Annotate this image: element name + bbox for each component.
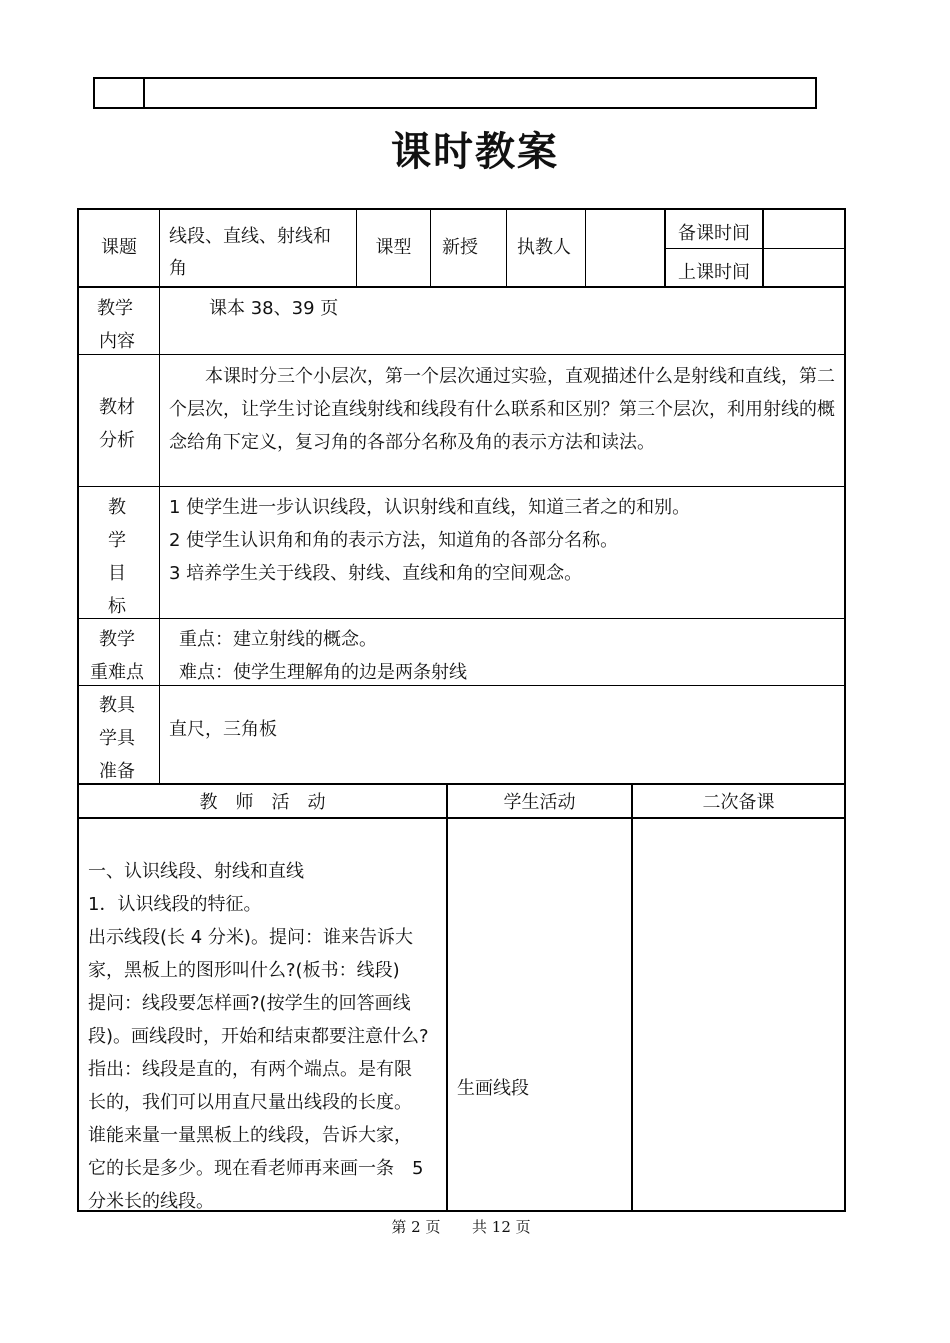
teacher-activity-line: 提问：线段要怎样画?(按学生的回答画线 (88, 993, 411, 1014)
page-number: 第 2 页 (391, 1218, 441, 1236)
page-footer (0, 1216, 922, 1237)
teacher-value (586, 210, 664, 286)
page-total: 共 12 页 (472, 1218, 531, 1236)
content-value: 课本 38、39 页 (209, 298, 339, 319)
teacher-activity-line: 家，黑板上的图形叫什么?(板书：线段) (88, 960, 400, 981)
student-activity-header: 学生活动 (503, 792, 576, 813)
teacher-activity-line: 长的，我们可以用直尺量出线段的长度。 (88, 1092, 412, 1113)
type-value: 新授 (442, 237, 478, 258)
keypoints-label-line1: 教学 (99, 629, 135, 650)
class-time-label: 上课时间 (678, 262, 750, 283)
prep-time-label: 备课时间 (678, 223, 750, 244)
keypoints-label-line2: 重难点 (90, 662, 144, 683)
tools-label-line3: 准备 (99, 761, 135, 782)
goal-item: 2 使学生认识角和角的表示方法，知道角的各部分名称。 (169, 530, 619, 551)
page-title: 课时教案 (391, 129, 559, 175)
teacher-activity-line: 段)。画线段时，开始和结束都要注意什么? (88, 1026, 429, 1047)
type-label: 课型 (375, 237, 412, 258)
analysis-text: 本课时分三个小层次，第一个层次通过实验，直观描述什么是射线和直线，第二个层次，让学生讨论直线射线和线段有什么联系和区别？第三个层次，利用射线的概念给角下定义，复习角的各部分名称及角的表示方法和读法。 (169, 366, 835, 453)
topic-value-line2: 角 (169, 258, 187, 279)
goal-item: 1 使学生进一步认识线段，认识射线和直线，知道三者之的和别。 (169, 497, 691, 518)
goals-label-char3: 目 (108, 563, 126, 584)
key-point: 重点：建立射线的概念。 (179, 629, 377, 650)
teacher-activity-line: 它的长是多少。现在看老师再来画一条 5 (88, 1158, 424, 1179)
teacher-activity-line: 出示线段(长 4 分米)。提问：谁来告诉大 (88, 927, 413, 948)
teacher-activity-line: 分米长的线段。 (88, 1191, 214, 1212)
content-label-line2: 内容 (99, 331, 135, 352)
tools-label-line1: 教具 (99, 695, 135, 716)
goals-label-char4: 标 (108, 596, 126, 617)
goals-label-char2: 学 (108, 530, 126, 551)
teacher-activity-line: 谁能来量一量黑板上的线段，告诉大家， (88, 1125, 412, 1146)
difficult-point: 难点：使学生理解角的边是两条射线 (179, 662, 467, 683)
analysis-label-line2: 分析 (99, 430, 135, 451)
goal-item: 3 培养学生关于线段、射线、直线和角的空间观念。 (169, 563, 583, 584)
topic-label: 课题 (101, 237, 137, 258)
analysis-label-line1: 教材 (99, 397, 135, 418)
student-activity-text: 生画线段 (457, 1078, 529, 1099)
teacher-activity-line: 1．认识线段的特征。 (88, 894, 262, 915)
teacher-activity-line: 一、认识线段、射线和直线 (88, 861, 304, 882)
teacher-label: 执教人 (517, 237, 571, 258)
content-label-line1: 教学 (97, 298, 133, 319)
teacher-activity-header: 教 师 活 动 (199, 792, 326, 813)
second-prep-header: 二次备课 (702, 792, 775, 813)
tools-label-line2: 学具 (99, 728, 135, 749)
tools-value: 直尺，三角板 (169, 719, 277, 740)
goals-label-char1: 教 (108, 497, 126, 518)
teacher-activity-line: 指出：线段是直的，有两个端点。是有限 (88, 1059, 412, 1080)
topic-value-line1: 线段、直线、射线和 (169, 226, 331, 247)
